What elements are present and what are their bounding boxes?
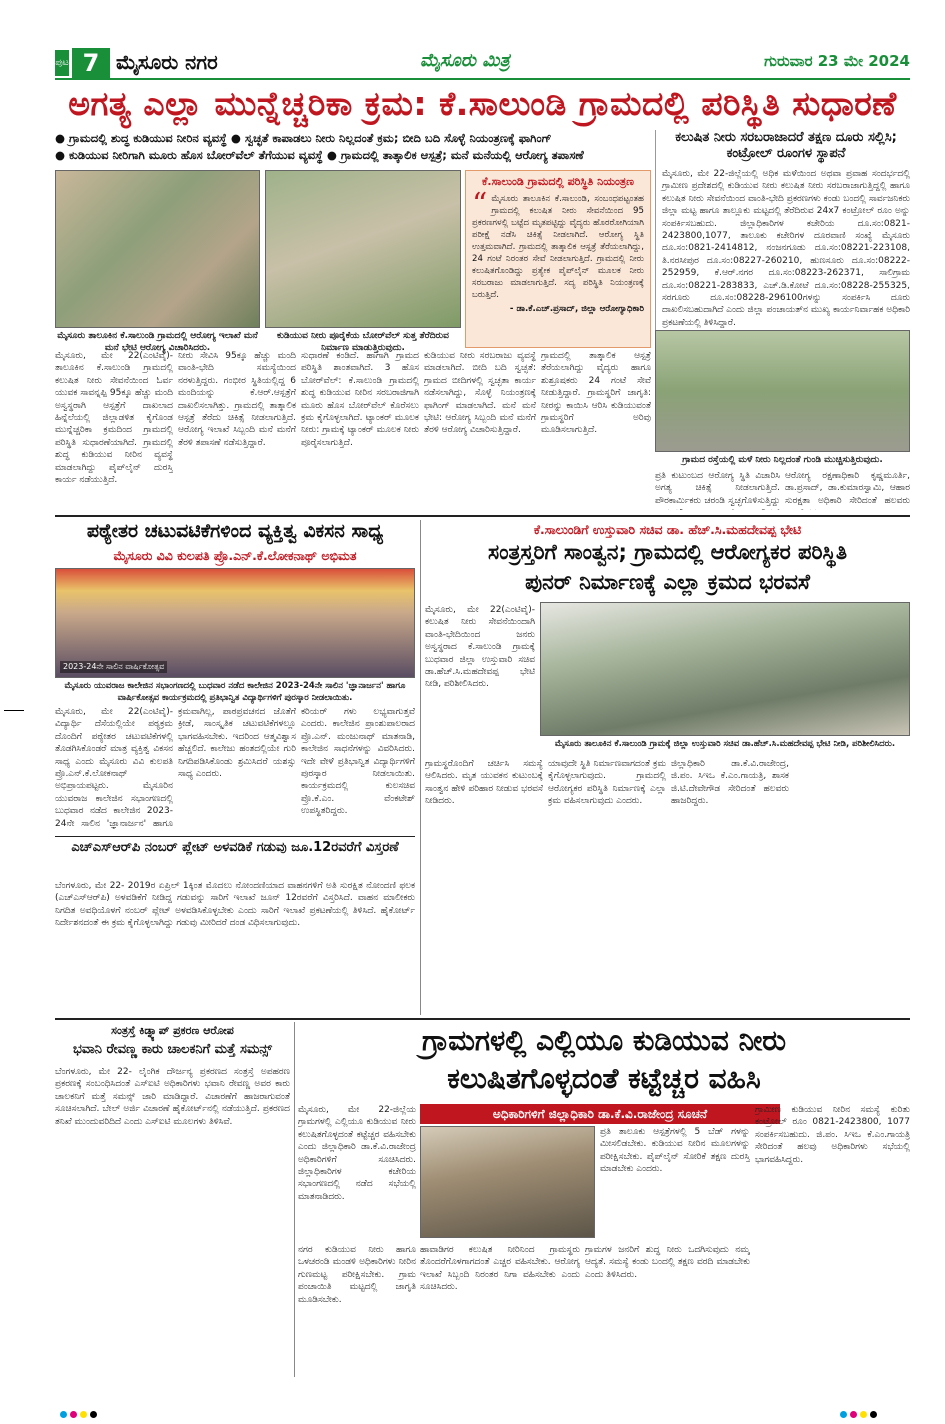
sidebar-headline: ಕಲುಷಿತ ನೀರು ಸರಬರಾಜಾದರೆ ತಕ್ಷಣ ದೂರು ಸಲ್ಲಿಸಿ; ಕಂಟ್ರೋಲ್ ರೂಂಗಳ ಸ್ಥಾಪನೆ — [675, 130, 897, 161]
masthead-rule — [55, 78, 910, 80]
lead-column-4: ಕುಡಿಯುವ ನೀರು ಸರಬರಾಜು ವ್ಯವಸ್ಥೆ ಮಾಡಲಾಗಿದೆ. ಬೀದಿ ಬದಿ ಸ್ವಚ್ಛತೆ: ಗ್ರಾಮದ ಬೀದಿಗಳಲ್ಲಿ ಸ್ವಚ್ಛತಾ ಕಾರ್ಯ ನಡೆಸಲಾಗಿದ್ದು, ಸೊಳ್ಳೆ ನಿಯಂತ್ರಣಕ್ಕೆ ಫಾಗಿಂಗ್ ಮಾಡಲಾಗಿದೆ. ಮನೆ ಮನೆ ಭೇಟಿ: ಆರೋಗ್ಯ ಸಿಬ್ಬಂದಿ ಮನೆ ಮನೆಗೆ ತೆರಳಿ ಆರೋಗ್ಯ ವಿಚಾರಿಸುತ್ತಿದ್ದಾರೆ. — [424, 351, 536, 436]
story3-column-3: ಯಾವುದೇ ಸ್ಥಿತಿ ನಿರ್ಮಾಣವಾಗದಂತೆ ಕ್ರಮ ಕೈಗೊಳ್ಳಲಾಗುವುದು. ಗ್ರಾಮದಲ್ಲಿ ಆರೋಗ್ಯಕರ ಪರಿಸ್ಥಿತಿ ನಿರ್ಮಾಣಕ್ಕೆ ಎಲ್ಲಾ ಕ್ರಮ ವಹಿಸಲಾಗುವುದು ಎಂದರು. — [548, 759, 666, 807]
cyan-dot — [60, 1411, 67, 1418]
story3-kicker: ಕೆ.ಸಾಲುಂಡಿಗೆ ಉಸ್ತುವಾರಿ ಸಚಿವ ಡಾ. ಹೆಚ್.ಸಿ.ಮಹದೇವಪ್ಪ ಭೇಟಿ — [533, 522, 802, 537]
photo-banner-text: 2023-24ನೇ ಸಾಲಿನ ವಾರ್ಷಿಕೋತ್ಸವ — [60, 661, 167, 673]
story6-subhead: ಅಧಿಕಾರಿಗಳಿಗೆ ಜಿಲ್ಲಾಧಿಕಾರಿ ಡಾ.ಕೆ.ವಿ.ರಾಜೇಂದ್ರ ಸೂಚನೆ — [420, 1104, 780, 1124]
quote-headline: ಕೆ.ಸಾಲುಂಡಿ ಗ್ರಾಮದಲ್ಲಿ ಪರಿಸ್ಥಿತಿ ನಿಯಂತ್ರಣ — [482, 175, 634, 188]
yellow-dot — [860, 1411, 867, 1418]
registration-marks-left — [60, 1411, 97, 1418]
quote-box — [465, 170, 651, 348]
section-divider — [55, 515, 910, 517]
lead-photo-borewell — [265, 170, 461, 328]
registration-marks-right — [840, 1411, 877, 1418]
bullet-line: ● ಕುಡಿಯುವ ನೀರಿಗಾಗಿ ಮೂರು ಹೊಸ ಬೋರ್‌ವೆಲ್ ತೆಗೆಯುವ ವ್ಯವಸ್ಥೆ ● ಗ್ರಾಮದಲ್ಲಿ ತಾತ್ಕಾಲಿಕ ಆಸ್ಪತ್ರೆ; ಮನೆ ಮನೆಯಲ್ಲಿ ಆರೋಗ್ಯ ತಪಾಸಣೆ — [55, 148, 584, 162]
lead-column-7: ಆರೋಗ್ಯ ರಕ್ಷಣಾಧಿಕಾರಿ ಕೃಷ್ಣಮೂರ್ತಿ, ಡಾ.ಪ್ರಸಾದ್, ಡಾ.ಕುಮಾರಸ್ವಾಮಿ, ಆಹಾರ ಸುರಕ್ಷತಾ ಅಧಿಕಾರಿ ಸೇರಿದಂತೆ ಹಲವರು — [785, 471, 910, 506]
bullet-line: ● ಗ್ರಾಮದಲ್ಲಿ ಶುದ್ಧ ಕುಡಿಯುವ ನೀರಿನ ವ್ಯವಸ್ಥೆ ● ಸ್ವಚ್ಛತೆ ಕಾಪಾಡಲು ನೀರು ನಿಲ್ಲದಂತೆ ಕ್ರಮ; ಬೀದಿ ಬದಿ ಸೊಳ್ಳೆ ನಿಯಂತ್ರಣಕ್ಕೆ ಫಾಗಿಂಗ್ — [55, 131, 552, 145]
lead-photo-village-visit — [55, 170, 260, 328]
section-divider — [55, 1018, 910, 1020]
story-divider — [55, 836, 415, 837]
lead-column-1: ಮೈಸೂರು, ಮೇ 22(ಎಂಟಿವೈ)- ತಾಲೂಕಿನ ಕೆ.ಸಾಲುಂಡಿ ಗ್ರಾಮದಲ್ಲಿ ಕಲುಷಿತ ನೀರು ಸೇವನೆಯಿಂದ ಓರ್ವ ಯುವಕ ಸಾವನ್ನಪ್ಪಿ 95ಕ್ಕೂ ಹೆಚ್ಚು ಮಂದಿ ಅಸ್ವಸ್ಥರಾಗಿ ಆಸ್ಪತ್ರೆಗೆ ದಾಖಲಾದ ಹಿನ್ನೆಲೆಯಲ್ಲಿ ಜಿಲ್ಲಾಡಳಿತ ಕೈಗೊಂಡ ಮುನ್ನೆಚ್ಚರಿಕಾ ಕ್ರಮದಿಂದ ಗ್ರಾಮದಲ್ಲಿ ಪರಿಸ್ಥಿತಿ ಸುಧಾರಣೆಯಾಗಿದೆ. ಗ್ರಾಮದಲ್ಲಿ ಶುದ್ಧ ಕುಡಿಯುವ ನೀರಿನ ವ್ಯವಸ್ಥೆ ಮಾಡಲಾಗಿದ್ದು ಪೈಪ್‌ಲೈನ್ ದುರಸ್ತಿ ಕಾರ್ಯ ನಡೆಯುತ್ತಿದೆ. — [55, 351, 173, 486]
quote-mark-icon: “ — [472, 187, 488, 222]
lead-column-3: ಸುಧಾರಣೆ ಕಂಡಿದೆ. ಹಾಗಾಗಿ ಗ್ರಾಮದ ಪರಿಸ್ಥಿತಿ ಶಾಂತವಾಗಿದೆ. 3 ಹೊಸ ಬೋರ್‌ವೆಲ್: ಕೆ.ಸಾಲುಂಡಿ ಗ್ರಾಮದಲ್ಲಿ ಶುದ್ಧ ಕುಡಿಯುವ ನೀರಿನ ಸರಬರಾಜಿಗಾಗಿ ಮೂರು ಹೊಸ ಬೋರ್‌ವೆಲ್ ಕೊರೆಸಲು ಕ್ರಮ ಕೈಗೊಳ್ಳಲಾಗಿದೆ. ಟ್ಯಾಂಕರ್ ಮೂಲಕ ನೀರು: ಗ್ರಾಮಕ್ಕೆ ಟ್ಯಾಂಕರ್ ಮೂಲಕ ನೀರು ಪೂರೈಸಲಾಗುತ್ತಿದೆ. — [301, 351, 419, 448]
story3-column-2: ಗ್ರಾಮಸ್ಥರೊಂದಿಗೆ ಚರ್ಚಿಸಿ ಸಮಸ್ಯೆ ಆಲಿಸಿದರು. ಮೃತ ಯುವಕನ ಕುಟುಂಬಕ್ಕೆ ಸಾಂತ್ವನ ಹೇಳಿ ಪರಿಹಾರ ನೀಡುವ ಭರವಸೆ ನೀಡಿದರು. — [425, 759, 543, 807]
lead-column-2: ನೀರು ಸೇವಿಸಿ 95ಕ್ಕೂ ಹೆಚ್ಚು ಮಂದಿ ವಾಂತಿ-ಭೇದಿ ಸಮಸ್ಯೆಯಿಂದ ನರಳುತ್ತಿದ್ದರು. ಗಂಭೀರ ಸ್ಥಿತಿಯಲ್ಲಿದ್ದ 6 ಮಂದಿಯನ್ನು ಕೆ.ಆರ್.ಆಸ್ಪತ್ರೆಗೆ ದಾಖಲಿಸಲಾಗಿತ್ತು. ಗ್ರಾಮದಲ್ಲಿ ತಾತ್ಕಾಲಿಕ ಆಸ್ಪತ್ರೆ ತೆರೆದು ಚಿಕಿತ್ಸೆ ನೀಡಲಾಗುತ್ತಿದೆ. ಆರೋಗ್ಯ ಇಲಾಖೆ ಸಿಬ್ಬಂದಿ ಮನೆ ಮನೆಗೆ ತೆರಳಿ ತಪಾಸಣೆ ನಡೆಸುತ್ತಿದ್ದಾರೆ. — [178, 351, 296, 448]
story4-headline: ಎಚ್‌ಎಸ್‌ಆರ್‌ಪಿ ನಂಬರ್ ಪ್ಲೇಟ್ ಅಳವಡಿಕೆ ಗಡುವು ಜೂ.12ರವರೆಗೆ ವಿಸ್ತರಣೆ — [71, 840, 399, 855]
story3-photo-minister-visit — [540, 602, 910, 736]
lead-photo3-caption: ಗ್ರಾಮದ ರಸ್ತೆಯಲ್ಲಿ ಮಳೆ ನೀರು ನಿಲ್ಲದಂತೆ ಗುಂಡಿ ಮುಚ್ಚಿಸುತ್ತಿರುವುದು. — [682, 455, 883, 465]
story4-body: ಬೆಂಗಳೂರು, ಮೇ 22- 2019ರ ಏಪ್ರಿಲ್ 1ಕ್ಕಿಂತ ಮೊದಲು ನೋಂದಣಿಯಾದ ವಾಹನಗಳಿಗೆ ಅತಿ ಸುರಕ್ಷಿತ ನೋಂದಣಿ ಫಲಕ (ಎಚ್‌ಎಸ್‌ಆರ್‌ಪಿ) ಅಳವಡಿಕೆಗೆ ನೀಡಿದ್ದ ಗಡುವನ್ನು ಸಾರಿಗೆ ಇಲಾಖೆ ಜೂನ್ 12ರವರೆಗೆ ವಿಸ್ತರಿಸಿದೆ. ವಾಹನ ಮಾಲೀಕರು ನಿಗದಿತ ಅವಧಿಯೊಳಗೆ ನಂಬರ್ ಪ್ಲೇಟ್ ಅಳವಡಿಸಿಕೊಳ್ಳಬೇಕು ಎಂದು ಸಾರಿಗೆ ಇಲಾಖೆ ಪ್ರಕಟಣೆಯಲ್ಲಿ ತಿಳಿಸಿದೆ. ಹೈಕೋರ್ಟ್ ನಿರ್ದೇಶನದಂತೆ ಈ ಕ್ರಮ ಕೈಗೊಳ್ಳಲಾಗಿದ್ದು ಗಡುವು ಮೀರಿದರೆ ದಂಡ ವಿಧಿಸಲಾಗುವುದು. — [55, 881, 415, 929]
masthead — [0, 0, 945, 76]
cyan-dot — [840, 1411, 847, 1418]
quote-body — [472, 187, 644, 301]
lead-column-5: ಗ್ರಾಮದಲ್ಲಿ ತಾತ್ಕಾಲಿಕ ಆಸ್ಪತ್ರೆ ತೆರೆಯಲಾಗಿದ್ದು ವೈದ್ಯರು ಹಾಗೂ ಶುಶ್ರೂಷಕರು 24 ಗಂಟೆ ಸೇವೆ ನೀಡುತ್ತಿದ್ದಾರೆ. ಗ್ರಾಮಸ್ಥರಿಗೆ ಜಾಗೃತಿ: ನೀರನ್ನು ಕಾಯಿಸಿ ಆರಿಸಿ ಕುಡಿಯುವಂತೆ ಗ್ರಾಮಸ್ಥರಿಗೆ ಅರಿವು ಮೂಡಿಸಲಾಗುತ್ತಿದೆ. — [541, 351, 651, 436]
column-divider — [294, 1022, 295, 1377]
story2-caption: ಮೈಸೂರು ಯುವರಾಜ ಕಾಲೇಜಿನ ಸಭಾಂಗಣದಲ್ಲಿ ಬುಧವಾರ ನಡೆದ ಕಾಲೇಜಿನ 2023-24ನೇ ಸಾಲಿನ 'ಜ್ಞಾನಾರ್ಜನ' ಹಾಗೂ ವಾರ್ಷಿಕೋತ್ಸವ ಕಾರ್ಯಕ್ರಮದಲ್ಲಿ ಪ್ರತಿಭಾನ್ವಿತ ವಿದ್ಯಾರ್ಥಿಗಳಿಗೆ ಪುರಸ್ಕಾರ ನೀಡಲಾಯಿತು. — [64, 681, 406, 703]
story3-column-1: ಮೈಸೂರು, ಮೇ 22(ಎಂಟಿವೈ)- ಕಲುಷಿತ ನೀರು ಸೇವನೆಯಿಂದಾಗಿ ವಾಂತಿ-ಭೇದಿಯಿಂದ ಜನರು ಅಸ್ವಸ್ಥರಾದ ಕೆ.ಸಾಲುಂಡಿ ಗ್ರಾಮಕ್ಕೆ ಬುಧವಾರ ಜಿಲ್ಲಾ ಉಸ್ತುವಾರಿ ಸಚಿವ ಡಾ.ಹೆಚ್.ಸಿ.ಮಹದೇವಪ್ಪ ಭೇಟಿ ನೀಡಿ, ಪರಿಶೀಲಿಸಿದರು. — [425, 605, 535, 690]
page-number: 7 — [72, 48, 110, 78]
page-label: ಪುಟ — [55, 50, 69, 76]
story2-subhead: ಮೈಸೂರು ವಿವಿ ಕುಲಪತಿ ಪ್ರೊ.ಎನ್.ಕೆ.ಲೋಕನಾಥ್ ಅಭಿಮತ — [113, 548, 357, 563]
black-dot — [90, 1411, 97, 1418]
lead-column-6: ಪ್ರತಿ ಕುಟುಂಬದ ಆರೋಗ್ಯ ಸ್ಥಿತಿ ವಿಚಾರಿಸಿ ಅಗತ್ಯ ಚಿಕಿತ್ಸೆ ನೀಡಲಾಗುತ್ತಿದೆ. ಪೌರಕಾರ್ಮಿಕರು ಚರಂಡಿ ಸ್ವಚ್ಛಗೊಳಿಸುತ್ತಿದ್ದು — [655, 471, 780, 506]
story5-kicker: ಸಂತ್ರಸ್ತೆ ಕಿಡ್ನ್ಯಾಪ್ ಪ್ರಕರಣ ಆರೋಪ — [111, 1024, 234, 1037]
story3-caption: ಮೈಸೂರು ತಾಲೂಕಿನ ಕೆ.ಸಾಲುಂಡಿ ಗ್ರಾಮಕ್ಕೆ ಜಿಲ್ಲಾ ಉಸ್ತುವಾರಿ ಸಚಿವ ಡಾ.ಹೆಚ್.ಸಿ.ಮಹದೇವಪ್ಪ ಭೇಟಿ ನೀಡಿ, ಪರಿಶೀಲಿಸಿದರು. — [554, 739, 896, 749]
magenta-dot — [70, 1411, 77, 1418]
story6-column-4: ನಗರ ಕುಡಿಯುವ ನೀರು ಹಾಗೂ ಒಳಚರಂಡಿ ಮಂಡಳಿ ಅಧಿಕಾರಿಗಳು ನೀರಿನ ಗುಣಮಟ್ಟ ಪರೀಕ್ಷಿಸಬೇಕು. ಗ್ರಾಮ ಪಂಚಾಯಿತಿ ಮಟ್ಟದಲ್ಲಿ ಜಾಗೃತಿ ಮೂಡಿಸಬೇಕು. — [298, 1245, 416, 1305]
publication-date: ಗುರುವಾರ 23 ಮೇ 2024 — [764, 52, 910, 70]
sidebar-body: ಮೈಸೂರು, ಮೇ 22-ಜಿಲ್ಲೆಯಲ್ಲಿ ಅಧಿಕ ಮಳೆಯಿಂದ ಅಥವಾ ಪ್ರವಾಹ ಸಂದರ್ಭದಲ್ಲಿ ಗ್ರಾಮೀಣ ಪ್ರದೇಶದಲ್ಲಿ ಕುಡಿಯುವ ನೀರು ಕಲುಷಿತ ನೀರು ಸರಬರಾಜಾಗುತ್ತಿದ್ದಲ್ಲಿ ಹಾಗೂ ಕಲುಷಿತ ನೀರು ಸೇವನೆಯಿಂದ ವಾಂತಿ-ಭೇದಿ ಪ್ರಕರಣಗಳು ಕಂಡು ಬಂದಲ್ಲಿ ಸಾರ್ವಜನಿಕರು ಜಿಲ್ಲಾ ಮಟ್ಟ ಹಾಗೂ ತಾಲ್ಲೂಕು ಮಟ್ಟದಲ್ಲಿ ತೆರೆದಿರುವ 24x7 ಕಂಟ್ರೋಲ್ ರೂಂ ಅನ್ನು ಸಂಪರ್ಕಿಸಬಹುದು. ಜಿಲ್ಲಾಧಿಕಾರಿಗಳ ಕಚೇರಿಯ ದೂ.ಸಂ:0821-2423800,1077, ತಾಲೂಕು ಕಚೇರಿಗಳ ದೂರವಾಣಿ ಸಂಖ್ಯೆ ಮೈಸೂರು ದೂ.ಸಂ:0821-2414812, ನಂಜನಗೂಡು ದೂ.ಸಂ:08221-223108, ತಿ.ನರಸೀಪುರ ದೂ.ಸಂ:08227-260210, ಹುಣಸೂರು ದೂ.ಸಂ:08222-252959, ಕೆ.ಆರ್.ನಗರ ದೂ.ಸಂ:08223-262371, ಸಾಲಿಗ್ರಾಮ ದೂ.ಸಂ:08221-283833, ಎಚ್.ಡಿ.ಕೋಟೆ ದೂ.ಸಂ:08228-255325, ಸರಗೂರು ದೂ.ಸಂ:08228-296100ಗಳನ್ನು ಸಂಪರ್ಕಿಸಿ ದೂರು ದಾಖಲಿಸಬಹುದಾಗಿದೆ ಎಂದು ಜಿಲ್ಲಾ ಪಂಚಾಯತ್‌ನ ಮುಖ್ಯ ಕಾರ್ಯನಿರ್ವಾಹಕ ಅಧಿಕಾರಿ ಪ್ರಕಟಣೆಯಲ್ಲಿ ತಿಳಿಸಿದ್ದಾರೆ. — [662, 169, 910, 328]
story2-column-2: ಕ್ರಮವಾಗಿಲ್ಲ, ಪಾಠಪ್ರವಚನದ ಜೊತೆಗೆ ಕ್ರೀಡೆ, ಸಾಂಸ್ಕೃತಿಕ ಚಟುವಟಿಕೆಗಳಲ್ಲೂ ಭಾಗವಹಿಸಬೇಕು. ಇದರಿಂದ ಆತ್ಮವಿಶ್ವಾಸ ಹೆಚ್ಚಲಿದೆ. ಕಾಲೇಜು ಹಂತದಲ್ಲಿಯೇ ಗುರಿ ನಿಗದಿಪಡಿಸಿಕೊಂಡು ಶ್ರಮಿಸಿದರೆ ಯಶಸ್ಸು ಸಾಧ್ಯ ಎಂದರು. — [178, 707, 296, 780]
lead-bullets — [55, 130, 645, 164]
story3-headline-line1: ಸಂತ್ರಸ್ತರಿಗೆ ಸಾಂತ್ವನ; ಗ್ರಾಮದಲ್ಲಿ ಆರೋಗ್ಯಕರ ಪರಿಸ್ಥಿತಿ — [488, 540, 847, 564]
quote-text: ಮೈಸೂರು ತಾಲೂಕಿನ ಕೆ.ಸಾಲುಂಡಿ, ಸಂಬಂಧಪಟ್ಟಂತಹ ಗ್ರಾಮದಲ್ಲಿ ಕಲುಷಿತ ನೀರು ಸೇವನೆಯಿಂದ 95 ಪ್ರಕರಣಗಳಲ್ಲಿ ಬಟ್ಟೆದ ಮೃತಪಟ್ಟಿದ್ದು ವೈದ್ಯರು ಹೊರರೋಗಿಯಾಗಿ ಪರೀಕ್ಷೆ ನಡೆಸಿ ಚಿಕಿತ್ಸೆ ನೀಡಲಾಗಿದೆ. ಆರೋಗ್ಯ ಸ್ಥಿತಿ ಉತ್ತಮವಾಗಿದೆ. ಗ್ರಾಮದಲ್ಲಿ ತಾತ್ಕಾಲಿಕ ಆಸ್ಪತ್ರೆ ತೆರೆಯಲಾಗಿದ್ದು, 24 ಗಂಟೆ ನಿರಂತರ ಸೇವೆ ನೀಡಲಾಗುತ್ತಿದೆ. ಗ್ರಾಮದಲ್ಲಿ ನೀರು ಕಲುಷಿತಗೊಂಡಿದ್ದು ಪ್ರತ್ಯೇಕ ಪೈಪ್‌ಲೈನ್ ಮೂಲಕ ನೀರು ಸರಬರಾಜು ಮಾಡಲಾಗುತ್ತಿದೆ. ಸದ್ಯ ಪರಿಸ್ಥಿತಿ ನಿಯಂತ್ರಣಕ್ಕೆ ಬರುತ್ತಿದೆ. — [472, 194, 644, 300]
story2-column-1: ಮೈಸೂರು, ಮೇ 22(ಎಂಟಿವೈ)- ವಿದ್ಯಾರ್ಥಿ ದೆಸೆಯಲ್ಲಿಯೇ ಪಠ್ಯಕ್ರಮ ದೊಂದಿಗೆ ಪಠ್ಯೇತರ ಚಟುವಟಿಕೆಗಳಲ್ಲಿ ತೊಡಗಿಸಿಕೊಂಡರೆ ಮಾತ್ರ ವ್ಯಕ್ತಿತ್ವ ವಿಕಸನ ಸಾಧ್ಯ ಎಂದು ಮೈಸೂರು ವಿವಿ ಕುಲಪತಿ ಪ್ರೊ.ಎನ್.ಕೆ.ಲೋಕನಾಥ್ ಅಭಿಪ್ರಾಯಪಟ್ಟರು. ಮೈಸೂರಿನ ಯುವರಾಜ ಕಾಲೇಜಿನ ಸಭಾಂಗಣದಲ್ಲಿ ಬುಧವಾರ ನಡೆದ ಕಾಲೇಜಿನ 2023-24ನೇ ಸಾಲಿನ 'ಜ್ಞಾನಾರ್ಜನ' ಹಾಗೂ — [55, 707, 173, 829]
newspaper-brand: ಮೈಸೂರು ಮಿತ್ರ — [420, 50, 510, 71]
story6-column-2: ಪ್ರತಿ ತಾಲೂಕು ಆಸ್ಪತ್ರೆಗಳಲ್ಲಿ 5 ಬೆಡ್ ಗಳನ್ನು ಮೀಸಲಿಡಬೇಕು. ಕುಡಿಯುವ ನೀರಿನ ಮೂಲಗಳನ್ನು ಪರೀಕ್ಷಿಸಬೇಕು. ಪೈಪ್‌ಲೈನ್ ಸೋರಿಕೆ ತಕ್ಷಣ ದುರಸ್ತಿ ಮಾಡಬೇಕು ಎಂದರು. — [600, 1127, 750, 1175]
lead-headline: ಅಗತ್ಯ ಎಲ್ಲಾ ಮುನ್ನೆಚ್ಚರಿಕಾ ಕ್ರಮ: ಕೆ.ಸಾಲುಂಡಿ ಗ್ರಾಮದಲ್ಲಿ ಪರಿಸ್ಥಿತಿ ಸುಧಾರಣೆ — [68, 84, 897, 123]
story2-column-3: ಕರಿಯರ್ ಗಳು ಲಭ್ಯವಾಗುತ್ತವೆ ಎಂದರು. ಕಾಲೇಜಿನ ಪ್ರಾಂಶುಪಾಲರಾದ ಪ್ರೊ.ಎನ್. ಮಂಜುನಾಥ್ ಮಾತನಾಡಿ, ಕಾಲೇಜಿನ ಸಾಧನೆಗಳನ್ನು ವಿವರಿಸಿದರು. ಇದೇ ವೇಳೆ ಪ್ರತಿಭಾನ್ವಿತ ವಿದ್ಯಾರ್ಥಿಗಳಿಗೆ ಪುರಸ್ಕಾರ ನೀಡಲಾಯಿತು. ಕಾರ್ಯಕ್ರಮದಲ್ಲಿ ಕುಲಸಚಿವ ಪ್ರೊ.ಕೆ.ಎಂ. ವೆಂಕಟೇಶ್ ಉಪಸ್ಥಿತರಿದ್ದರು. — [301, 707, 415, 817]
story6-column-1: ಮೈಸೂರು, ಮೇ 22-ಜಿಲ್ಲೆಯ ಗ್ರಾಮಗಳಲ್ಲಿ ಎಲ್ಲಿಯೂ ಕುಡಿಯುವ ನೀರು ಕಲುಷಿತಗೊಳ್ಳದಂತೆ ಕಟ್ಟೆಚ್ಚರ ವಹಿಸಬೇಕು ಎಂದು ಜಿಲ್ಲಾಧಿಕಾರಿ ಡಾ.ಕೆ.ವಿ.ರಾಜೇಂದ್ರ ಅಧಿಕಾರಿಗಳಿಗೆ ಸೂಚಿಸಿದರು. ಜಿಲ್ಲಾಧಿಕಾರಿಗಳ ಕಚೇರಿಯ ಸಭಾಂಗಣದಲ್ಲಿ ನಡೆದ ಸಭೆಯಲ್ಲಿ ಮಾತನಾಡಿದರು. — [298, 1105, 416, 1202]
yellow-dot — [80, 1411, 87, 1418]
story3-headline-line2: ಪುನರ್ ನಿರ್ಮಾಣಕ್ಕೆ ಎಲ್ಲಾ ಕ್ರಮದ ಭರವಸೆ — [525, 570, 810, 594]
magenta-dot — [850, 1411, 857, 1418]
lead-photo1-caption: ಮೈಸೂರು ತಾಲೂಕಿನ ಕೆ.ಸಾಲುಂಡಿ ಗ್ರಾಮದಲ್ಲಿ ಆರೋಗ್ಯ ಇಲಾಖೆ ಮನೆ ಮನೆ ಭೇಟಿ ಆರೋಗ್ಯ ವಿಚಾರಿಸಿದರು. — [57, 331, 258, 353]
story6-column-3: ಗ್ರಾಮೀಣ ಕುಡಿಯುವ ನೀರಿನ ಸಮಸ್ಯೆ ಕುರಿತು ಕಂಟ್ರೋಲ್ ರೂಂ 0821-2423800, 1077 ಸಂಪರ್ಕಿಸಬಹುದು. ಜಿ.ಪಂ. ಸಿಇಒ ಕೆ.ಎಂ.ಗಾಯತ್ರಿ ಸೇರಿದಂತೆ ಹಲವು ಅಧಿಕಾರಿಗಳು ಸಭೆಯಲ್ಲಿ ಭಾಗವಹಿಸಿದ್ದರು. — [755, 1105, 910, 1165]
story6-headline-line2: ಕಲುಷಿತಗೊಳ್ಳದಂತೆ ಕಟ್ಟೆಚ್ಚರ ವಹಿಸಿ — [447, 1062, 761, 1095]
story5-body: ಬೆಂಗಳೂರು, ಮೇ 22- ಲೈಂಗಿಕ ದೌರ್ಜನ್ಯ ಪ್ರಕರಣದ ಸಂತ್ರಸ್ತೆ ಅಪಹರಣ ಪ್ರಕರಣಕ್ಕೆ ಸಂಬಂಧಿಸಿದಂತೆ ಎಸ್‌ಐಟಿ ಅಧಿಕಾರಿಗಳು ಭವಾನಿ ರೇವಣ್ಣ ಅವರ ಕಾರು ಚಾಲಕನಿಗೆ ಮತ್ತೆ ಸಮನ್ಸ್ ಜಾರಿ ಮಾಡಿದ್ದಾರೆ. ವಿಚಾರಣೆಗೆ ಹಾಜರಾಗುವಂತೆ ಸೂಚಿಸಲಾಗಿದೆ. ಬೇಲ್ ಅರ್ಜಿ ವಿಚಾರಣೆ ಹೈಕೋರ್ಟ್‌ನಲ್ಲಿ ನಡೆಯುತ್ತಿದೆ. ಪ್ರಕರಣದ ತನಿಖೆ ಮುಂದುವರಿದಿದೆ ಎಂದು ಎಸ್‌ಐಟಿ ಮೂಲಗಳು ತಿಳಿಸಿವೆ. — [55, 1067, 290, 1127]
story3-column-4: ಜಿಲ್ಲಾಧಿಕಾರಿ ಡಾ.ಕೆ.ವಿ.ರಾಜೇಂದ್ರ, ಜಿ.ಪಂ. ಸಿಇಒ ಕೆ.ಎಂ.ಗಾಯತ್ರಿ, ಶಾಸಕ ಜಿ.ಟಿ.ದೇವೇಗೌಡ ಸೇರಿದಂತೆ ಹಲವರು ಹಾಜರಿದ್ದರು. — [671, 759, 789, 807]
story6-column-5: ಹಾವಾಡಿಗರ ಕಲುಷಿತ ನೀರಿನಿಂದ ಗ್ರಾಮಸ್ಥರು ತೊಂದರೆಗೊಳಗಾಗದಂತೆ ಎಚ್ಚರ ವಹಿಸಬೇಕು. ಆರೋಗ್ಯ ಇಲಾಖೆ ಸಿಬ್ಬಂದಿ ನಿರಂತರ ನಿಗಾ ವಹಿಸಬೇಕು ಎಂದು ಸೂಚಿಸಿದರು. — [420, 1245, 580, 1293]
quote-signature: - ಡಾ.ಕೆ.ಎಚ್.ಪ್ರಸಾದ್, ಜಿಲ್ಲಾ ಆರೋಗ್ಯಾಧಿಕಾರಿ — [509, 304, 644, 314]
sidebar-control-room — [655, 130, 910, 330]
section-name: ಮೈಸೂರು ನಗರ — [116, 50, 218, 74]
story5-headline: ಭವಾನಿ ರೇವಣ್ಣ ಕಾರು ಚಾಲಕನಿಗೆ ಮತ್ತೆ ಸಮನ್ಸ್ — [72, 1042, 272, 1057]
story6-headline-line1: ಗ್ರಾಮಗಳಲ್ಲಿ ಎಲ್ಲಿಯೂ ಕುಡಿಯುವ ನೀರು — [421, 1024, 786, 1057]
story2-headline: ಪಠ್ಯೇತರ ಚಟುವಟಿಕೆಗಳಿಂದ ವ್ಯಕ್ತಿತ್ವ ವಿಕಸನ ಸಾಧ್ಯ — [86, 520, 384, 542]
story2-photo-award — [55, 568, 415, 678]
black-dot — [870, 1411, 877, 1418]
trim-mark — [4, 710, 24, 711]
lead-photo-road — [655, 330, 910, 452]
story6-column-6: ಗ್ರಾಮಗಳ ಜನರಿಗೆ ಶುದ್ಧ ನೀರು ಒದಗಿಸುವುದು ನಮ್ಮ ಆದ್ಯತೆ. ಸಮಸ್ಯೆ ಕಂಡು ಬಂದಲ್ಲಿ ತಕ್ಷಣ ವರದಿ ಮಾಡಬೇಕು ಎಂದು ತಿಳಿಸಿದರು. — [585, 1245, 750, 1280]
column-divider — [420, 520, 421, 1015]
lead-photo2-caption: ಕುಡಿಯುವ ನೀರು ಪೂರೈಕೆಯ ಬೋರ್‌ವೆಲ್ ಸುತ್ತ ತೆರೆದಿರುವ ನಿರ್ಮಾಣ ಮಾಡುತ್ತಿರುವುದು. — [277, 331, 449, 353]
